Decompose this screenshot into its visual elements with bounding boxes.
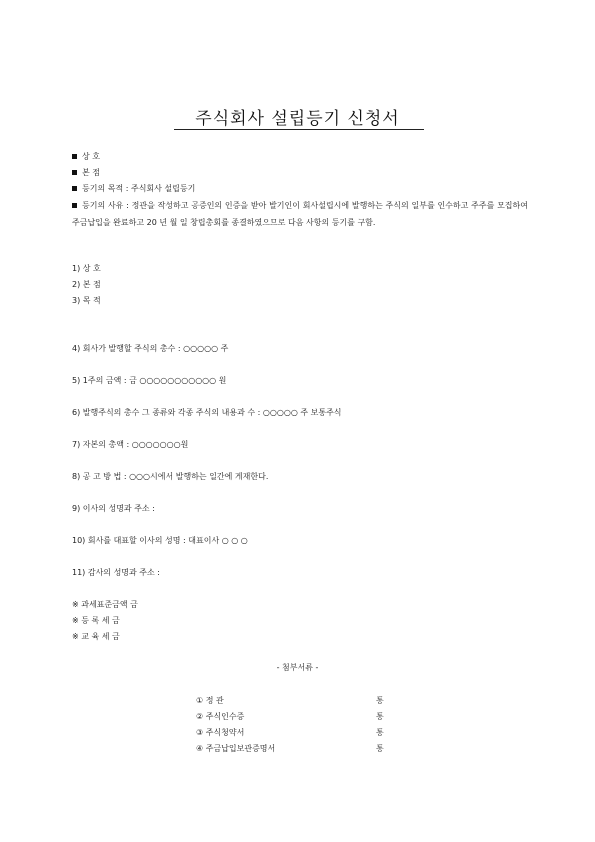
item-representative-director: 10) 회사를 대표할 이사의 성명 : 대표이사 ○ ○ ○: [72, 536, 248, 545]
header-item-trade-name: 상 호: [72, 152, 100, 162]
attachment-count: 통: [376, 744, 384, 753]
item-par-value: 5) 1주의 금액 : 금 ○○○○○○○○○○○ 원: [72, 376, 227, 385]
attachments-title: - 첨부서류 -: [276, 663, 319, 672]
item-public-notice: 8) 공 고 방 법 : ○○○시에서 발행하는 일간에 게재한다.: [72, 472, 269, 481]
education-tax: ※ 교 육 세 금: [72, 632, 120, 641]
square-bullet-icon: [72, 186, 77, 191]
attachment-name: ③ 주식청약서: [196, 728, 245, 737]
attachment-count: 통: [376, 696, 384, 705]
item-directors: 9) 이사의 성명과 주소 :: [72, 504, 155, 513]
attachment-count: 통: [376, 728, 384, 737]
item-head-office: 2) 본 점: [72, 280, 101, 289]
attachment-name: ② 주식인수증: [196, 712, 245, 721]
header-item-purpose: 등기의 목적 : 주식회사 설립등기: [72, 184, 195, 194]
attachment-count: 통: [376, 712, 384, 721]
attachment-name: ④ 주금납입보관증명서: [196, 744, 276, 753]
item-trade-name: 1) 상 호: [72, 264, 101, 273]
header-item-head-office: 본 점: [72, 168, 100, 178]
registration-reason: 등기의 사유 : 정관을 작성하고 공증인의 인증을 받아 발기인이 회사설립시에 발행하는 주식의 일부를 인수하고 주주를 모집하여 주금납입을 완료하고 20 년 월 일 창립총회를 종결하였으므로 다음 사항의 등기를 구함.: [72, 201, 528, 227]
item-purpose: 3) 목 적: [72, 296, 101, 305]
square-bullet-icon: [72, 203, 77, 208]
item-issued-shares: 6) 발행주식의 총수 그 종류와 각종 주식의 내용과 수 : ○○○○○ 주 보통주식: [72, 408, 342, 417]
square-bullet-icon: [72, 170, 77, 175]
item-total-authorized-shares: 4) 회사가 발행할 주식의 총수 : ○○○○○ 주: [72, 344, 229, 353]
registration-tax: ※ 등 록 세 금: [72, 616, 120, 625]
tax-base-amount: ※ 과세표준금액 금: [72, 600, 138, 609]
item-total-capital: 7) 자본의 총액 : ○○○○○○○원: [72, 440, 189, 449]
document-title: 주식회사 설립등기 신청서: [195, 109, 400, 129]
square-bullet-icon: [72, 154, 77, 159]
item-auditors: 11) 감사의 성명과 주소 :: [72, 568, 160, 577]
title-underline: [174, 129, 424, 130]
attachment-name: ① 정 관: [196, 696, 224, 705]
